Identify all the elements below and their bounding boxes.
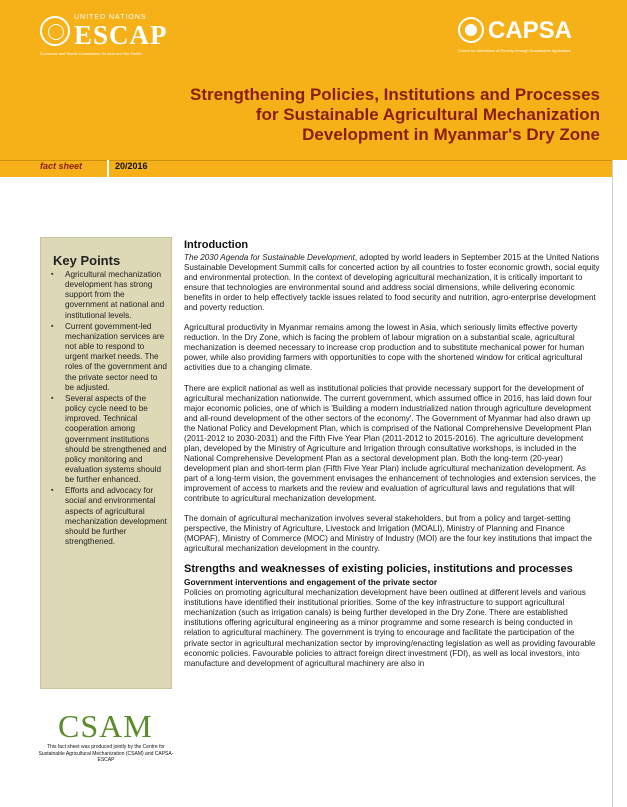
escap-wordmark: ESCAP [74, 20, 168, 50]
fact-sheet-bar [0, 160, 612, 177]
escap-subtitle: Economic and Social Commission for Asia and the Pacific [40, 51, 143, 56]
key-points-title: Key Points [53, 253, 121, 268]
key-points-list [49, 270, 167, 548]
paragraph-1 [184, 253, 600, 313]
un-label: UNITED NATIONS [74, 14, 147, 21]
paragraph-2: Agricultural productivity in Myanmar remains among the lowest in Asia, which seriously limits effective poverty reduction. In the Dry Zone, which is facing the problem of labour migration on a substantial scale, agricultural mechanization is deemed necessary to increase crop production and to substitute mechanical power for human power, while also providing farmers with opportunities to cope with the shortened window for critical agricultural activities due to a changing climate. [184, 323, 585, 373]
main-content [184, 239, 600, 679]
key-point-item: ▪ Efforts and advocacy for social and environmental aspects of agricultural mechanization development should be further strengthened. [49, 486, 167, 547]
paragraph-1-text: , adopted by world leaders in September 2015 at the United Nations Sustainable Development Summit calls for concerted action by all countries to foster economic growth, social equity and environmental protection. In the context of developing agricultural mechanization, it is critically important to ensure that technologies are environmental sound and address social dimensions, while delivering economic benefits in order to help effectively tackle issues related to food security and nutrition, agro-enterprise development and poverty reduction. [184, 253, 600, 313]
title-line: for Sustainable Agricultural Mechanization [255, 105, 600, 124]
csam-logo: CSAM [58, 708, 153, 744]
agenda-title: The 2030 Agenda for Sustainable Development [184, 253, 355, 262]
un-emblem-icon [40, 16, 70, 46]
capsa-emblem-icon [458, 17, 484, 43]
capsa-wordmark: CAPSA [488, 17, 573, 44]
government-subheading: Government interventions and engagement of the private sector [184, 577, 438, 588]
key-points-box [40, 237, 172, 689]
key-point-item: ▪ Agricultural mechanization development has strong support from the government at national and institutional levels. [49, 270, 167, 321]
introduction-heading: Introduction [184, 239, 249, 251]
paragraph-3: There are explicit national as well as institutional policies that provide necessary support for the development of agricultural mechanization nationwide. The current government, which assumed office in 2016, has laid down four major economic policies, one of which is 'Building a modern industrialized nation through agriculture development and all-round development of the other sectors of the economy'. The Government of Myanmar had also drawn up the National Policy and Development Plan, which is comprised of the National Comprehensive Development Plan (2011-2012 to 2030-2031) and the Fifth Five Year Plan (2011-2012 to 2015-2016). The agriculture development plan, developed by the Ministry of Agriculture and Irrigation through consultative workshops, is included in the National Comprehensive Development Plan as a sectoral development plan. Both the long-term (20-year) development plan and short-term plan (Fifth Five Year Plan) include agricultural mechanization development. As part of a long-term vision, the government envisages the enhancement of technologies and extension services, the improvement of access to markets and the review and evaluation of agricultural laws and regulations that will contribute to agricultural mechanization development. [184, 383, 596, 504]
page-title [80, 85, 600, 145]
paragraph-5: Policies on promoting agricultural mechanization development have been outlined at different levels and various institutions have identified their institutional priorities. Some of the key infrastructure to support agricultural mechanization (such as irrigation canals) is being further developed in the Dry Zone. There are established institutions offering agricultural engineering as a minor programme and some research is being conducted in relation to agricultural machinery. The government is trying to encourage and facilitate the participation of the private sector in agricultural mechanization sector by improving/enacting legislation as well as providing favourable economic policies. Favourable policies to attract foreign direct investment (FDI), as well as local investors, into manufacture and development of agricultural machinery are also in [184, 588, 596, 668]
fact-sheet-number: 20/2016 [115, 161, 148, 171]
key-point-item: ▪ Several aspects of the policy cycle need to be improved. Technical cooperation among government institutions should be strengthened and policy monitoring and evaluation systems should be further enhanced. [49, 394, 167, 485]
production-note: This fact sheet was produced jointly by the Centre for Sustainable Agricultural Mechanization (CSAM) and CAPSA-ESCAP [38, 744, 174, 763]
paragraph-4: The domain of agricultural mechanization involves several stakeholders, but from a policy and target-setting perspective, the Ministry of Agriculture, Livestock and Irrigation (MOALI), Ministry of Planning and Finance (MOPAF), Ministry of Commerce (MOC) and Ministry of Industry (MOI) are the four key institutions that impact the agricultural mechanization development in the country. [184, 514, 593, 554]
strengths-heading: Strengths and weaknesses of existing policies, institutions and processes [184, 563, 573, 576]
fact-sheet-label: fact sheet [40, 161, 83, 171]
title-line: Strengthening Policies, Institutions and Processes [190, 85, 600, 104]
fact-divider [107, 160, 109, 177]
capsa-subtitle: Centre for Alleviation of Poverty through Sustainable Agriculture [458, 48, 571, 53]
margin-rule [612, 160, 613, 807]
title-line: Development in Myanmar's Dry Zone [302, 125, 600, 144]
key-point-item: ▪ Current government-led mechanization services are not able to respond to urgent market needs. The roles of the government and the private sector need to be adjusted. [49, 322, 167, 393]
